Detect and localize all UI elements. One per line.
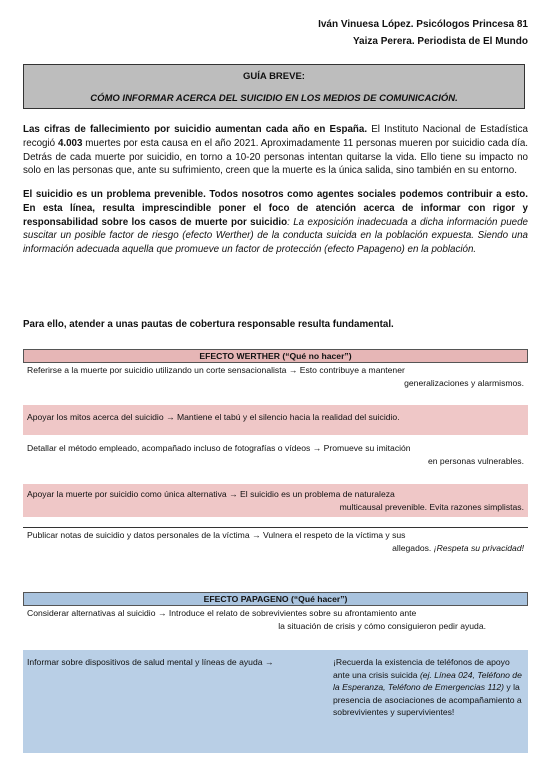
guide-title-box — [23, 64, 525, 109]
papageno-item-2-r1: ¡Recuerda la existencia de teléfonos de apoyo ante una crisis suicida — [333, 657, 510, 680]
authors-block — [318, 16, 528, 50]
intro-p1-b: muertes por esta causa en el año 2021. Aproximadamente 11 personas mueren por suicidio cada día. Detrás de cada muerte por suicidio, en torno a 10-20 personas intentan quitarse la vida. Ello tiene su impacto no solo en las personas que, ante su sufrimiento, creen que la muerte es la única salida, sino también en su entorno. — [23, 137, 528, 177]
werther-item-5-line2 — [27, 542, 524, 555]
werther-item-4 — [23, 484, 528, 517]
papageno-item-2-left: Informar sobre dispositivos de salud mental y líneas de ayuda → — [27, 657, 274, 667]
intro-paragraph-2 — [23, 188, 528, 257]
papageno-item-2-right — [333, 656, 525, 719]
intro-p2-bold: El suicidio es un problema prevenible. Todos nosotros como agentes sociales podemos contribuir a esto. En esta línea, resulta imprescindible poner el foco de atención acerca de informar con rigor y responsabilidad sobre los casos de muerte por suicidio — [23, 189, 528, 228]
papageno-item-2 — [23, 650, 528, 753]
werther-item-3-line1: Detallar el método empleado, acompañado incluso de fotografías o vídeos → Promueve su imitación — [27, 443, 411, 453]
intro-paragraph-3: Para ello, atender a unas pautas de cobertura responsable resulta fundamental. — [23, 319, 394, 330]
papageno-item-2-r3: y la presencia de asociaciones de acompañamiento a sobrevivientes y supervivientes! — [333, 682, 522, 717]
guide-title: GUÍA BREVE: — [243, 71, 305, 82]
werther-item-1-line2: generalizaciones y alarmismos. — [404, 377, 524, 388]
papageno-item-1-line1: Considerar alternativas al suicidio → Introduce el relato de sobrevivientes sobre su afrontamiento ante — [27, 608, 417, 618]
werther-header: EFECTO WERTHER (“Qué no hacer”) — [23, 349, 528, 363]
werther-item-3-line2: en personas vulnerables. — [427, 455, 524, 466]
intro-p1-a: El Instituto Nacional de Estadística recogió — [23, 124, 528, 149]
papageno-item-2-r2: (ej. Línea 024, Teléfono de la Esperanza, Teléfono de Emergencias 112) — [333, 669, 522, 692]
papageno-header: EFECTO PAPAGENO (“Qué hacer”) — [23, 592, 528, 606]
werther-item-2 — [23, 405, 528, 435]
werther-item-1-line1: Referirse a la muerte por suicidio utilizando un corte sensacionalista → Esto contribuye a mantener — [27, 365, 405, 375]
intro-p1-num: 4.003 — [57, 137, 83, 149]
author-2: Yaiza Perera. Periodista de El Mundo — [352, 36, 528, 47]
werther-item-5-line2a: allegados. — [392, 542, 434, 553]
author-1: Iván Vinuesa López. Psicólogos Princesa 81 — [318, 19, 528, 30]
papageno-item-1-line2: la situación de crisis y cómo consiguieron pedir ayuda. — [278, 620, 486, 631]
papageno-item-1 — [23, 606, 528, 642]
intro-p1-bold: Las cifras de fallecimiento por suicidio aumentan cada año en España. — [23, 124, 368, 135]
werther-item-5-privacy: ¡Respeta su privacidad! — [433, 542, 524, 553]
werther-item-4-line1: Apoyar la muerte por suicidio como única alternativa → El suicidio es un problema de naturaleza — [27, 489, 395, 499]
intro-p2-italic: : La exposición inadecuada a dicha información puede suscitar un posible factor de riesgo (efecto Werther) de la conducta suicida en la población expuesta. Siendo una información adecuada aquella que promueve un factor de protección (efecto Papageno) en la población. — [23, 216, 528, 256]
werther-item-2-line1: Apoyar los mitos acerca del suicidio → Mantiene el tabú y el silencio hacia la realidad del suicidio. — [27, 412, 400, 422]
werther-item-4-line2: multicausal prevenible. Evita razones simplistas. — [339, 501, 524, 512]
werther-item-3 — [23, 441, 528, 471]
werther-item-5-line1: Publicar notas de suicidio y datos personales de la víctima → Vulnera el respeto de la víctima y sus — [27, 530, 406, 540]
intro-paragraph-1 — [23, 123, 528, 178]
werther-item-5 — [23, 527, 528, 559]
guide-subtitle: CÓMO INFORMAR ACERCA DEL SUICIDIO EN LOS MEDIOS DE COMUNICACIÓN. — [90, 93, 458, 104]
werther-item-1 — [23, 363, 528, 393]
